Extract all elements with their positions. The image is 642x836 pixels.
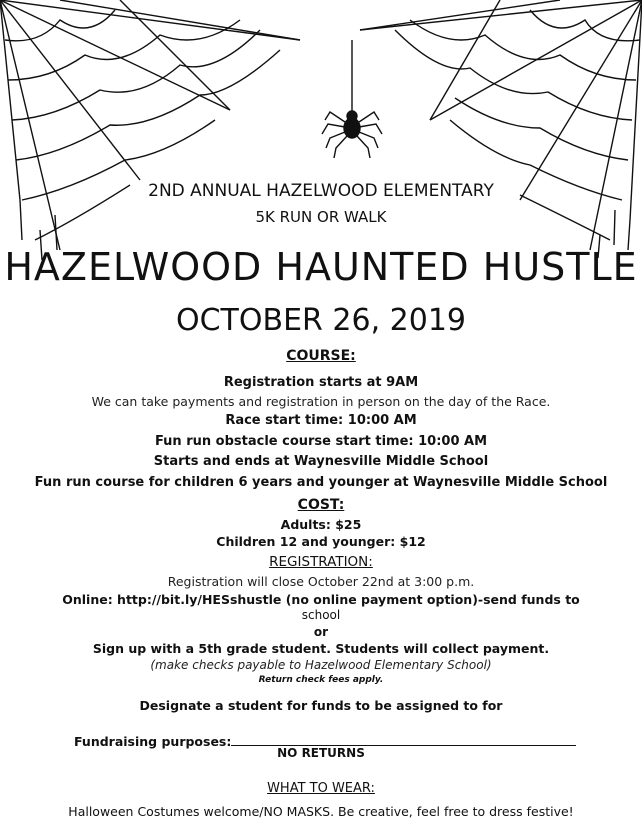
no-returns-note: NO RETURNS — [277, 746, 365, 760]
children-cost: Children 12 and younger: $12 — [216, 534, 426, 549]
race-start-time: Race start time: 10:00 AM — [225, 413, 417, 428]
online-registration-school: school — [301, 608, 341, 622]
online-registration-link[interactable]: Online: http://bit.ly/HESshustle (no online payment option)-send funds to — [62, 592, 580, 607]
return-check-fee-note: Return check fees apply. — [258, 675, 384, 685]
adult-cost: Adults: $25 — [280, 517, 362, 532]
what-to-wear-heading: WHAT TO WEAR: — [267, 781, 375, 796]
registration-heading: REGISTRATION: — [269, 554, 373, 570]
subtitle-line-1: 2ND ANNUAL HAZELWOOD ELEMENTARY — [148, 181, 494, 201]
fun-run-start-time: Fun run obstacle course start time: 10:00 AM — [154, 434, 488, 449]
student-signup-note: Sign up with a 5th grade student. Students will collect payment. — [92, 641, 550, 656]
race-location: Starts and ends at Waynesville Middle School — [153, 454, 489, 469]
fun-run-course: Fun run course for children 6 years and younger at Waynesville Middle School — [34, 475, 608, 490]
event-date: OCTOBER 26, 2019 — [175, 303, 466, 338]
fundraising-label: Fundraising purposes: — [74, 734, 232, 749]
subtitle-line-2: 5K RUN OR WALK — [255, 208, 387, 226]
course-heading: COURSE: — [286, 348, 356, 364]
fundraising-blank-line[interactable] — [231, 731, 576, 746]
cost-heading: COST: — [297, 497, 345, 513]
registration-close-note: Registration will close October 22nd at 3:00 p.m. — [167, 574, 475, 589]
checks-payable-note: (make checks payable to Hazelwood Elementary School) — [150, 658, 492, 672]
event-title: HAZELWOOD HAUNTED HUSTLE — [4, 245, 638, 289]
what-to-wear-text: Halloween Costumes welcome/NO MASKS. Be creative, feel free to dress festive! — [68, 804, 574, 819]
in-person-note: We can take payments and registration in person on the day of the Race. — [91, 394, 551, 409]
designate-student-note: Designate a student for funds to be assigned to for — [139, 698, 503, 713]
spider-icon — [322, 40, 382, 158]
registration-start: Registration starts at 9AM — [223, 375, 419, 390]
or-separator: or — [313, 625, 329, 639]
